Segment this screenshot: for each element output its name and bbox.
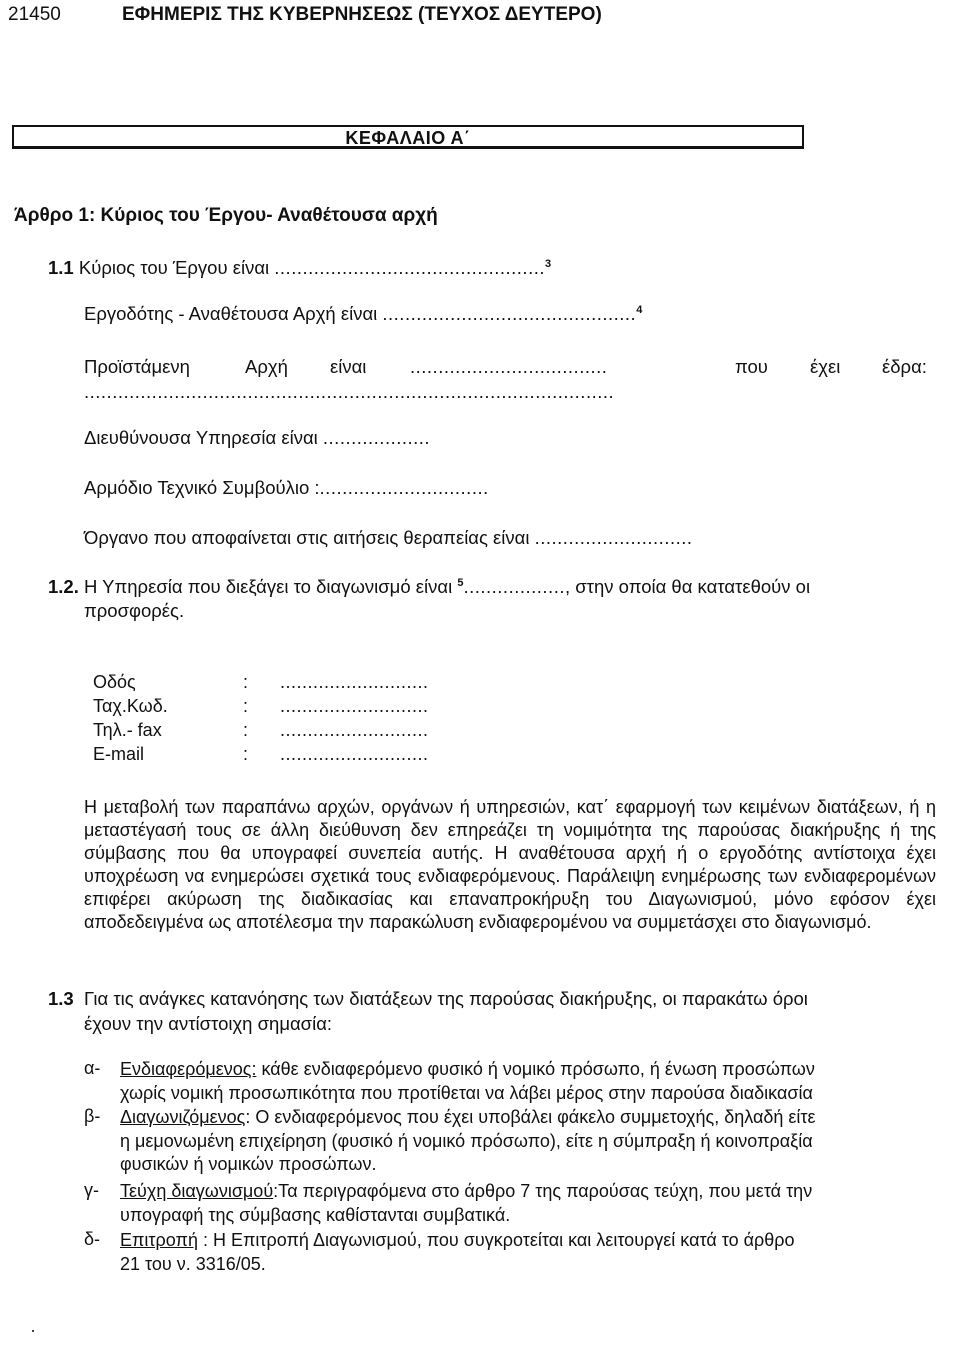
- definition-label: α-: [84, 1058, 101, 1078]
- chapter-box: [12, 125, 804, 149]
- page-number: 21450: [8, 4, 61, 25]
- superior-label-e: έχει: [810, 356, 841, 377]
- definition-term: Ενδιαφερόμενος:: [120, 1059, 257, 1079]
- definition-item: [120, 1180, 812, 1227]
- footnote-5: 5: [457, 576, 464, 589]
- section-1-2-line: [48, 576, 810, 598]
- definition-label: γ-: [84, 1180, 99, 1200]
- definition-label: β-: [84, 1106, 101, 1126]
- address-label: Οδός: [93, 672, 136, 692]
- employer-label: Εργοδότης - Αναθέτουσα Αρχή είναι: [84, 303, 378, 324]
- email-colon: :: [243, 744, 249, 764]
- email-value: ...........................: [280, 744, 429, 764]
- definition-label: δ-: [84, 1229, 101, 1249]
- footnote-3: 3: [545, 257, 552, 270]
- section-number: 1.2.: [48, 576, 79, 597]
- chapter-title: ΚΕΦΑΛΑΙΟ Α΄: [345, 128, 471, 148]
- definition-line1: κάθε ενδιαφερόμενο φυσικό ή νομικό πρόσωπο, ή ένωση προσώπων: [256, 1059, 815, 1079]
- section-number: 1.3: [48, 988, 74, 1009]
- postcode-label: Ταχ.Κωδ.: [93, 696, 168, 716]
- superior-label-c: είναι: [330, 356, 367, 377]
- definition-item: [120, 1106, 816, 1177]
- definition-term: Διαγωνιζόμενος: [120, 1107, 246, 1127]
- address-colon: :: [243, 672, 249, 692]
- council-line: [84, 477, 489, 499]
- superior-dots-2: ..............................................................................................: [84, 381, 615, 402]
- section-1-2-text-b: , στην οποία θα κατατεθούν οι: [564, 576, 811, 597]
- article-title: Άρθρο 1: Κύριος του Έργου- Αναθέτουσα αρχή: [14, 205, 438, 226]
- superior-label-a: Προϊστάμενη: [84, 356, 190, 377]
- phone-fax-label: Τηλ.- fax: [93, 720, 162, 740]
- phone-fax-value: ...........................: [280, 720, 429, 740]
- definition-line2: 21 του ν. 3316/05.: [120, 1253, 266, 1274]
- organ-line: [84, 527, 693, 549]
- definition-item: [120, 1229, 795, 1276]
- definition-line2: η μεμονωμένη επιχείρηση (φυσικό ή νομικό πρόσωπο), είτε η σύμπραξη ή κοινοπραξία: [120, 1130, 813, 1151]
- section-1-2-text-a: Η Υπηρεσία που διεξάγει το διαγωνισμό είναι: [84, 576, 453, 597]
- definition-line1: :Τα περιγραφόμενα στο άρθρο 7 της παρούσας τεύχη, που μετά την: [273, 1181, 813, 1201]
- council-label: Αρμόδιο Τεχνικό Συμβούλιο :: [84, 477, 320, 498]
- address-value: ...........................: [280, 672, 429, 692]
- directorate-line: [84, 427, 430, 449]
- section-1-2-dots: ..................: [463, 576, 565, 597]
- change-paragraph: Η μεταβολή των παραπάνω αρχών, οργάνων ή υπηρεσιών, κατ΄ εφαρμογή των κειμένων διατάξεων, ή η μεταστέγασή τους σε άλλη διεύθυνση δεν επηρεάζει τη νομιμότητα της παρούσας διακήρυξης ή της σύμβασης που θα υπογραφεί συνεπεία αυτής. Η αναθέτουσα αρχή ή ο εργοδότης αντίστοιχα έχει υποχρέωση να ενημερώσει σχετικά τους ενδιαφερόμενους. Παράλειψη ενημέρωσης των ενδιαφερομένων επιφέρει ακύρωση της διαδικασίας και επαναπροκήρυξη του Διαγωνισμού, μόνο εφόσον έχει αποδεδειγμένα ως αποτέλεσμα την παρακώλυση ενδιαφερομένου να συμμετάσχει στο διαγωνισμό.: [84, 797, 936, 932]
- section-1-3-line: [48, 988, 808, 1010]
- directorate-label: Διευθύνουσα Υπηρεσία είναι: [84, 427, 318, 448]
- scan-speck: [32, 1330, 34, 1332]
- employer-dots: .............................................: [382, 303, 637, 324]
- employer-line: [84, 303, 642, 325]
- council-dots: ..............................: [319, 477, 489, 498]
- superior-label-f: έδρα:: [882, 356, 927, 377]
- owner-label: Κύριος του Έργου είναι: [78, 257, 270, 278]
- definition-item: [120, 1058, 815, 1105]
- definition-line3: φυσικών ή νομικών προσώπων.: [120, 1154, 377, 1174]
- email-label: E-mail: [93, 744, 145, 764]
- organ-dots: ............................: [534, 527, 693, 548]
- superior-dots: ...................................: [410, 356, 608, 377]
- section-1-3-intro-b: έχουν την αντίστοιχη σημασία:: [84, 1013, 333, 1034]
- section-number: 1.1: [48, 257, 74, 278]
- postcode-value: ...........................: [280, 696, 429, 716]
- definition-line2: υπογραφή της σύμβασης καθίστανται συμβατικά.: [120, 1204, 511, 1225]
- directorate-dots: ...................: [322, 427, 431, 448]
- superior-label-b: Αρχή: [245, 356, 288, 377]
- definition-line1: : Η Επιτροπή Διαγωνισμού, που συγκροτείται και λειτουργεί κατά το άρθρο: [197, 1230, 795, 1250]
- definition-line2: χωρίς νομική προσωπικότητα που προτίθεται να λάβει μέρος στην παρούσα διαδικασία: [120, 1082, 813, 1103]
- definition-term: Επιτροπή: [120, 1230, 198, 1250]
- section-1-3-intro-a: Για τις ανάγκες κατανόησης των διατάξεων της παρούσας διακήρυξης, οι παρακάτω όροι: [84, 988, 808, 1009]
- section-1-1-owner: [48, 257, 551, 279]
- postcode-colon: :: [243, 696, 249, 716]
- superior-label-d: που: [735, 356, 768, 377]
- owner-dots: ................................................: [274, 257, 545, 278]
- footnote-4: 4: [636, 303, 643, 316]
- gazette-header-title: ΕΦΗΜΕΡΙΣ ΤΗΣ ΚΥΒΕΡΝΗΣΕΩΣ (ΤΕΥΧΟΣ ΔΕΥΤΕΡΟ): [122, 4, 602, 25]
- organ-label: Όργανο που αποφαίνεται στις αιτήσεις θεραπείας είναι: [84, 527, 530, 548]
- phone-fax-colon: :: [243, 720, 249, 740]
- section-1-2-text-c: προσφορές.: [84, 600, 185, 621]
- definition-term: Τεύχη διαγωνισμού: [120, 1181, 274, 1201]
- definition-line1: : Ο ενδιαφερόμενος που έχει υποβάλει φάκελο συμμετοχής, δηλαδή είτε: [245, 1107, 816, 1127]
